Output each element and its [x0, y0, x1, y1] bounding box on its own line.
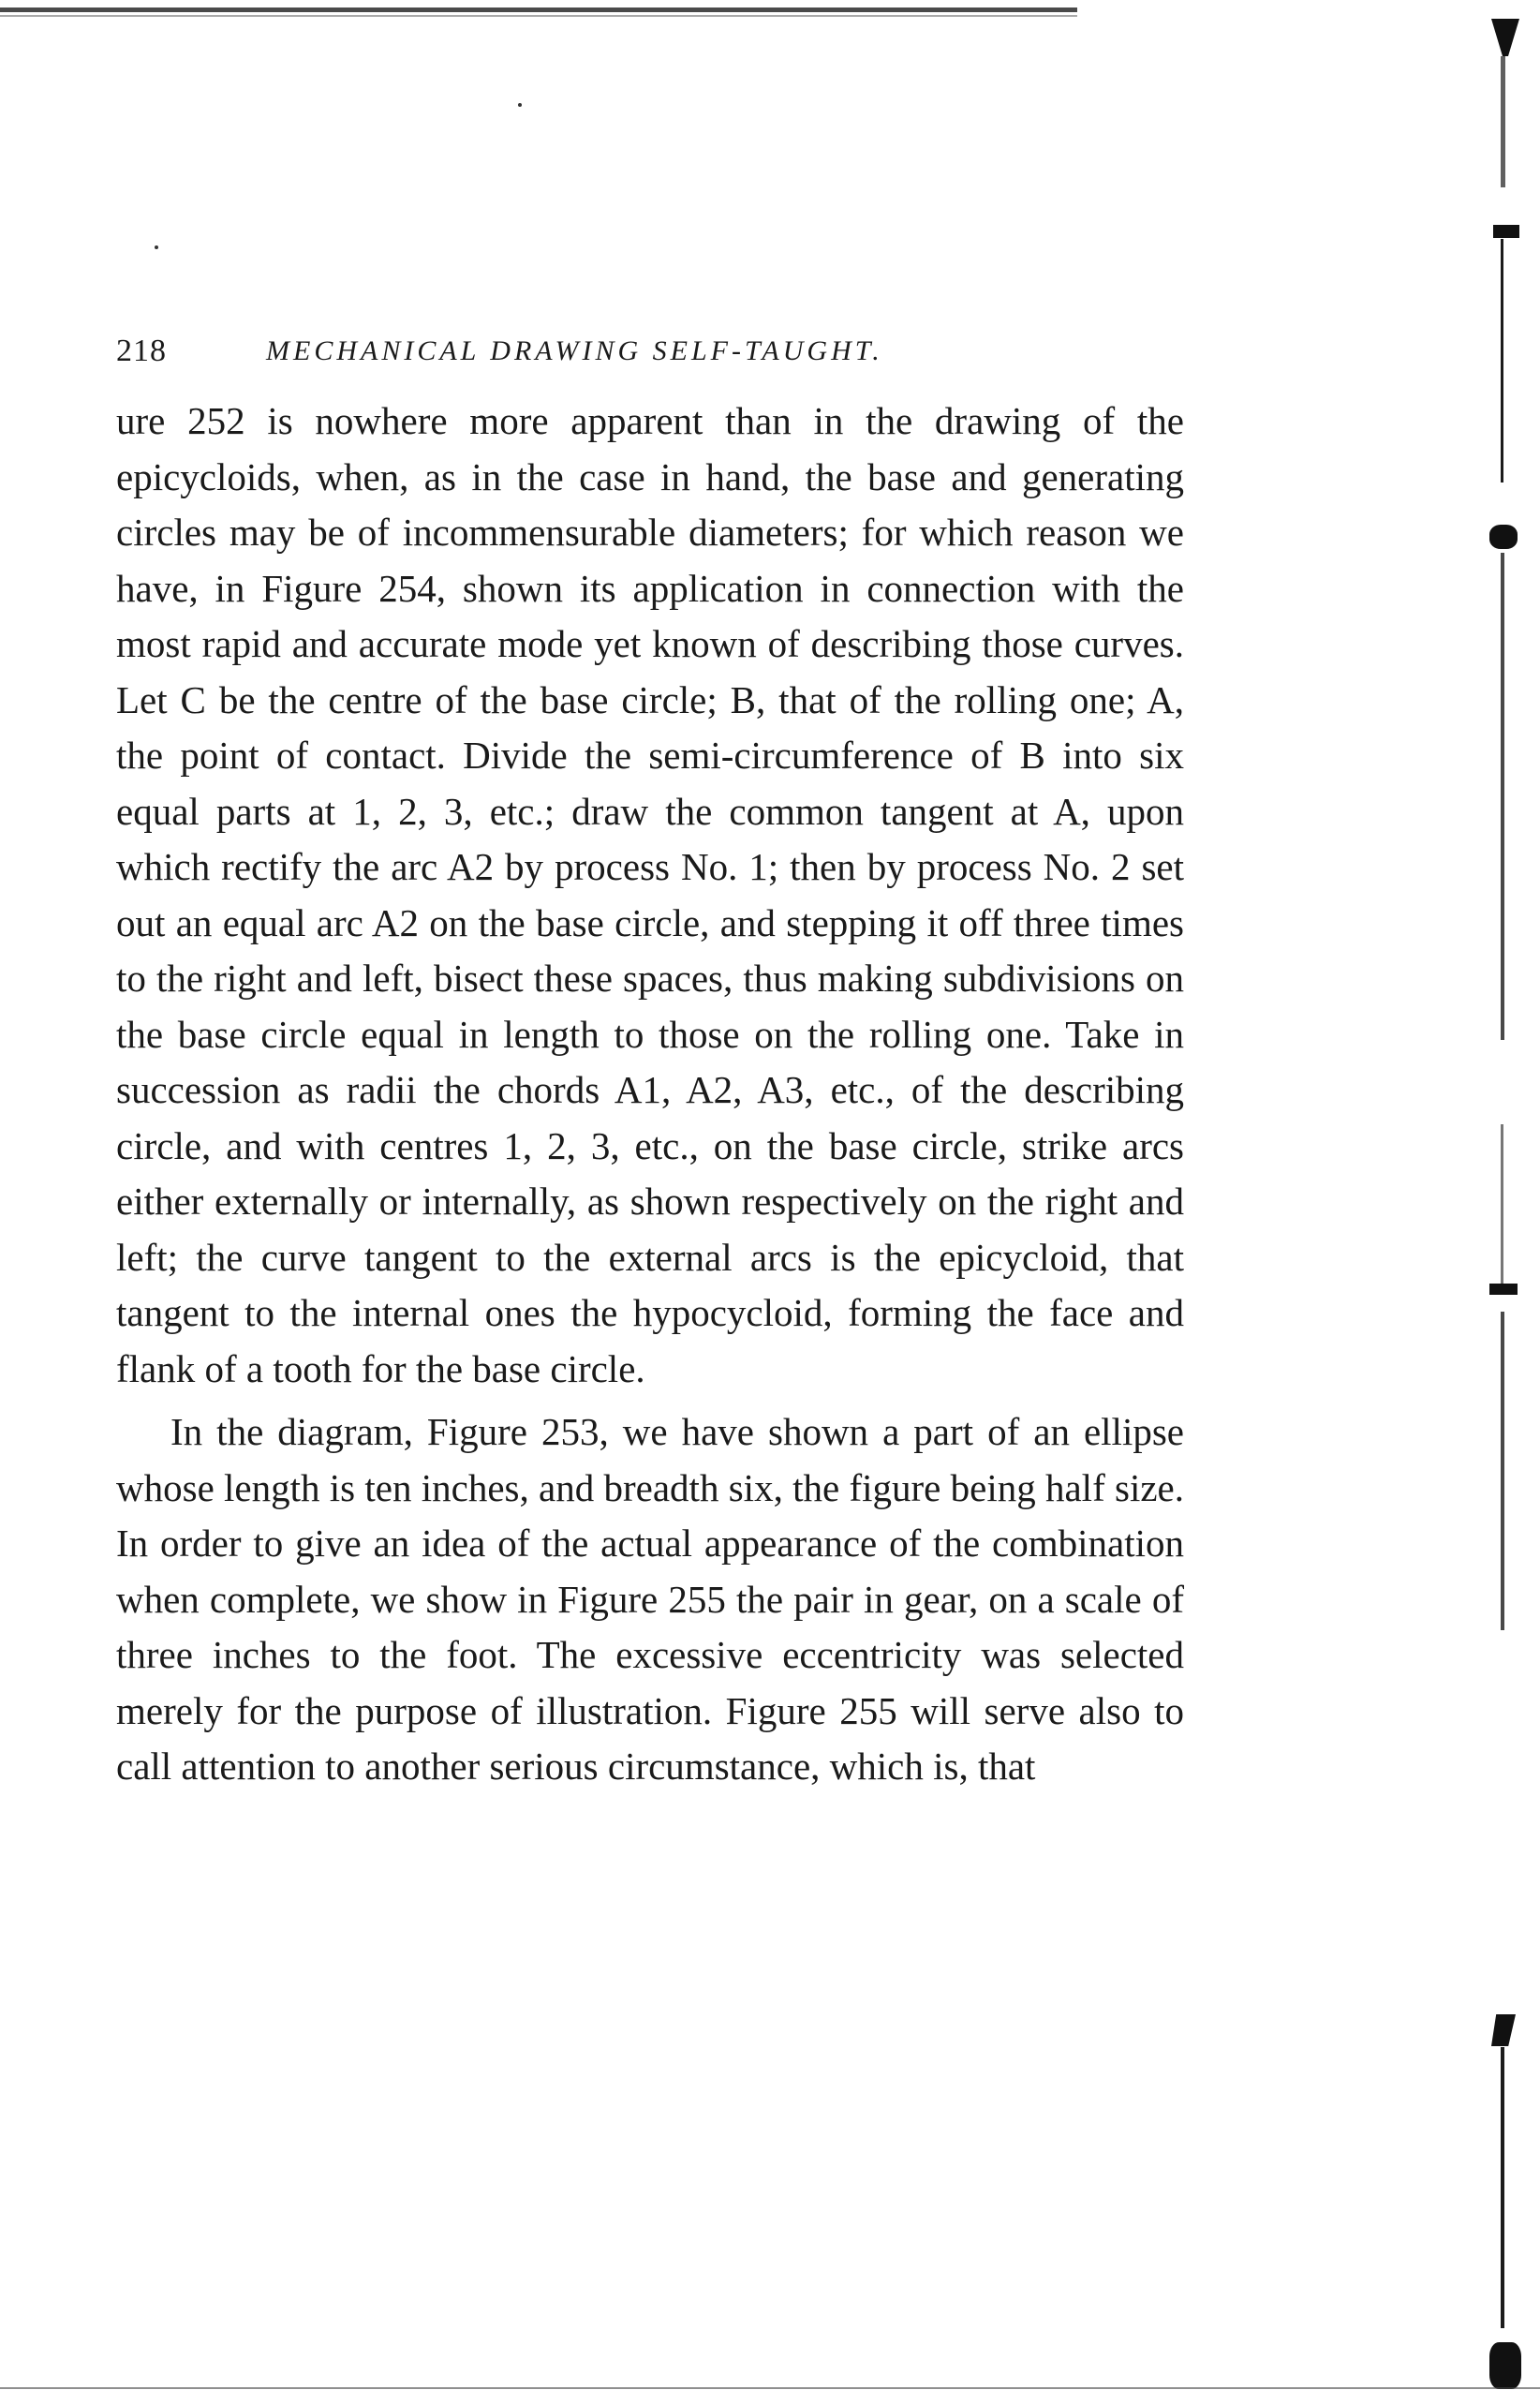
top-rule-thin [0, 15, 1077, 17]
binding-segment [1501, 239, 1503, 482]
page-header [116, 328, 1184, 375]
binding-mark [1489, 2342, 1521, 2389]
bottom-rule [0, 2387, 1540, 2389]
paragraph: In the diagram, Figure 253, we have shown a part of an ellipse whose length is ten inches, and breadth six, the figure being half size. In order to give an idea of the actual appearance of the combination when complete, we show in Figure 255 the pair in gear, on a scale of three inches to the foot. The excessive eccentricity was selected merely for the purpose of illustration. Figure 255 will serve also to call attention to another serious circumstance, which is, that [116, 1410, 1184, 1788]
binding-segment [1501, 1312, 1504, 1630]
binding-segment [1501, 56, 1505, 187]
binding-mark [1493, 225, 1519, 238]
binding-segment [1501, 1124, 1503, 1293]
binding-segment [1501, 2047, 1504, 2328]
speck [155, 245, 158, 249]
binding-mark [1489, 525, 1518, 549]
top-rule [0, 7, 1077, 12]
running-title: MECHANICAL DRAWING SELF-TAUGHT. [266, 335, 883, 366]
binding-mark [1491, 19, 1519, 56]
binding-mark [1491, 2014, 1516, 2046]
binding-mark [1489, 1284, 1518, 1295]
page-number: 218 [116, 334, 167, 368]
speck [518, 103, 522, 107]
paragraph: ure 252 is nowhere more apparent than in the drawing of the epicycloids, when, as in the case in hand, the base and generating circles may be of incommensurable diameters; for which reason we have, in Figure 254, shown its application in connection with the most rapid and accurate mode yet known of describing those curves. Let C be the centre of the base circle; B, that of the rolling one; A, the point of contact. Divide the semi-circumference of B into six equal parts at 1, 2, 3, etc.; draw the common tangent at A, upon which rectify the arc A2 by process No. 1; then by process No. 2 set out an equal arc A2 on the base circle, and stepping it off three times to the right and left, bisect these spaces, thus making subdivisions on the base circle equal in length to those on the rolling one. Take in succession as radii the chords A1, A2, A3, etc., of the describing circle, and with centres 1, 2, 3, etc., on the base circle, strike arcs either externally or internally, as shown respectively on the right and left; the curve tangent to the external arcs is the epicycloid, that tangent to the internal ones the hypocycloid, forming the face and flank of a tooth for the base circle. [116, 399, 1184, 1390]
binding-segment [1501, 553, 1504, 1040]
body-text [116, 393, 1184, 1795]
page-edge-binding [1465, 0, 1540, 2405]
